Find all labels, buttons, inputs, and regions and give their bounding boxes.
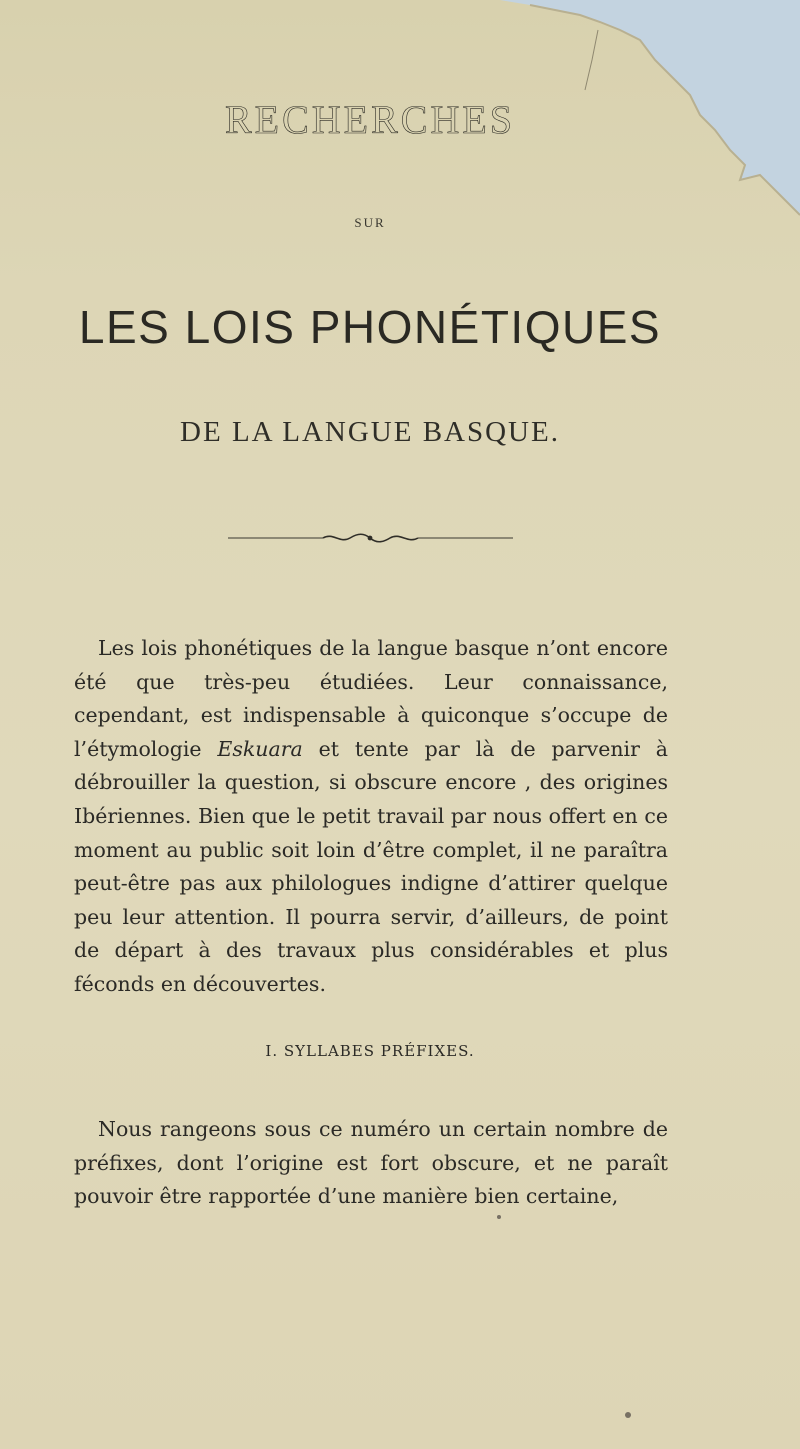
title-langue-basque: DE LA LANGUE BASQUE. — [180, 416, 560, 448]
ornament-divider — [228, 530, 513, 546]
title-lois-phonetiques: LES LOIS PHONÉTIQUES — [78, 301, 662, 353]
intro-paragraph-text-start: Les lois phonétiques de la langue basque n’ont encore été que très-peu étudiées. Leur connaissance, cependant, est indispensable à quiconque s’occupe de l’étymologie — [74, 636, 668, 761]
title-sur: SUR — [354, 215, 386, 230]
paper-speck — [497, 1215, 501, 1219]
intro-paragraph-text-end: et tente par là de parvenir à débrouiller la question, si obscure encore , des origines Ibériennes. Bien que le petit travail par nous offert en ce moment au public soit loin d’être complet, il ne paraîtra peut-être pas aux philologues indigne d’attirer quelque peu leur attention. Il pourra servir, d’ailleurs, de point de départ à des travaux plus considérables et plus féconds en découvertes. — [74, 736, 668, 996]
paper-speck — [625, 1412, 631, 1418]
section-paragraph: Nous rangeons sous ce numéro un certain nombre de préfixes, dont l’origine est fort obscure, et ne paraît pouvoir être rapportée d’une manière bien certaine, — [74, 1117, 668, 1209]
intro-paragraph — [74, 632, 668, 1002]
intro-paragraph-italic-word: Eskuara — [217, 736, 303, 761]
title-recherches: RECHERCHES — [224, 97, 516, 142]
section-heading: I. SYLLABES PRÉFIXES. — [265, 1042, 475, 1060]
